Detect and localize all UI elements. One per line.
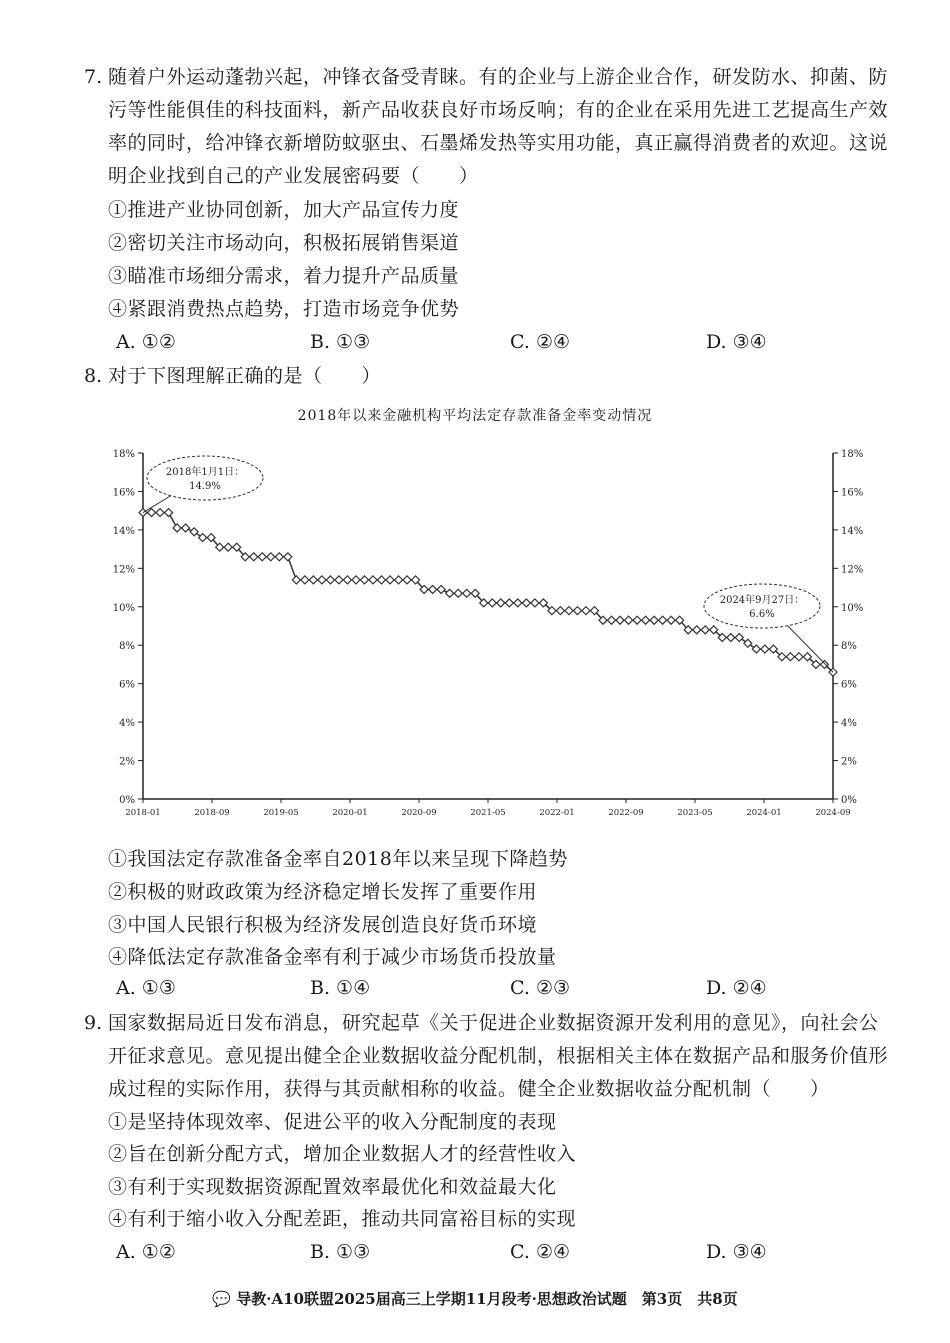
data-point	[250, 553, 258, 561]
statement-3: ③有利于实现数据资源配置效率最优化和效益最大化	[108, 1176, 557, 1198]
option-c[interactable]: C. ②④	[510, 1241, 571, 1263]
data-point	[446, 589, 454, 597]
data-point	[165, 509, 173, 517]
data-point	[514, 599, 522, 607]
option-d[interactable]: D. ②④	[706, 977, 767, 999]
data-point	[386, 576, 394, 584]
annotation-bubble	[704, 584, 820, 628]
x-tick-label: 2024-01	[746, 808, 782, 818]
x-tick-label: 2022-01	[539, 808, 575, 818]
data-point	[582, 607, 590, 615]
statement-4: ④紧跟消费热点趋势，打造市场竞争优势	[108, 298, 460, 320]
y-tick-label-right: 14%	[841, 525, 864, 537]
data-point	[642, 616, 650, 624]
y-tick-label-left: 8%	[119, 641, 135, 653]
data-point	[795, 653, 803, 661]
data-point	[701, 626, 709, 634]
option-b[interactable]: B. ①④	[310, 977, 371, 999]
data-point	[505, 599, 513, 607]
data-point	[650, 616, 658, 624]
x-tick-label: 2018-01	[125, 808, 161, 818]
data-point	[395, 576, 403, 584]
data-point	[309, 576, 317, 584]
data-point	[275, 553, 283, 561]
data-point	[199, 534, 207, 542]
question-stem-line: 明企业找到自己的产业发展密码要（ ）	[108, 165, 479, 187]
option-c[interactable]: C. ②④	[510, 331, 571, 353]
y-tick-label-left: 6%	[119, 679, 135, 691]
statement-2: ②密切关注市场动向，积极拓展销售渠道	[108, 232, 460, 254]
option-a[interactable]: A. ①②	[116, 1241, 176, 1263]
annotation-value: 6.6%	[749, 609, 775, 620]
data-point	[267, 553, 275, 561]
question-stem-line: 污等性能俱佳的科技面料，新产品收获良好市场反响；有的企业在采用先进工艺提高生产效	[108, 99, 889, 121]
y-tick-label-right: 0%	[841, 795, 857, 806]
chart-title: 2018年以来金融机构平均法定存款准备金率变动情况	[297, 408, 653, 424]
statement-3: ③中国人民银行积极为经济发展创造良好货币环境	[108, 914, 538, 936]
data-point	[352, 576, 360, 584]
data-point	[378, 576, 386, 584]
annotation-value: 14.9%	[189, 481, 221, 492]
statement-1: ①我国法定存款准备金率自2018年以来呈现下降趋势	[108, 848, 568, 870]
question-stem-line: 开征求意见。意见提出健全企业数据收益分配机制，根据相关主体在数据产品和服务价值形	[108, 1045, 889, 1067]
x-tick-label: 2022-09	[608, 808, 644, 818]
data-point	[573, 607, 581, 615]
option-c[interactable]: C. ②③	[510, 977, 571, 999]
option-d[interactable]: D. ③④	[706, 1241, 767, 1263]
annotation-label: 2018年1月1日：	[165, 467, 245, 478]
statement-2: ②积极的财政政策为经济稳定增长发挥了重要作用	[108, 881, 538, 903]
statement-1: ①推进产业协同创新，加大产品宣传力度	[108, 199, 460, 221]
y-tick-label-right: 6%	[841, 679, 857, 691]
data-point	[437, 585, 445, 593]
question-stem-line: 国家数据局近日发布消息，研究起草《关于促进企业数据资源开发利用的意见》，向社会公	[108, 1012, 879, 1034]
data-point	[148, 509, 156, 517]
data-point	[752, 645, 760, 653]
data-point	[454, 589, 462, 597]
y-tick-label-left: 10%	[112, 602, 135, 614]
data-point	[727, 634, 735, 642]
data-point	[224, 543, 232, 551]
data-point	[633, 616, 641, 624]
statement-2: ②旨在创新分配方式，增加企业数据人才的经营性收入	[108, 1143, 577, 1165]
reserve-ratio-chart	[95, 435, 885, 835]
option-a[interactable]: A. ①②	[116, 331, 176, 353]
option-a[interactable]: A. ①③	[116, 977, 176, 999]
annotation-bubble	[147, 456, 263, 500]
x-tick-label: 2018-09	[194, 808, 230, 818]
y-tick-label-left: 18%	[112, 449, 135, 460]
data-point	[318, 576, 326, 584]
data-point	[497, 599, 505, 607]
question-number: 9.	[84, 1012, 103, 1034]
y-tick-label-left: 0%	[119, 795, 135, 806]
y-tick-label-left: 2%	[119, 756, 135, 768]
brand-logo: 💬 导教	[212, 1290, 267, 1308]
statement-3: ③瞄准市场细分需求，着力提升产品质量	[108, 265, 460, 287]
y-tick-label-right: 4%	[841, 718, 857, 730]
data-point	[735, 634, 743, 642]
data-point	[522, 599, 530, 607]
data-point	[556, 607, 564, 615]
data-point	[173, 524, 181, 532]
data-point	[608, 616, 616, 624]
data-point	[531, 599, 539, 607]
y-tick-label-left: 12%	[112, 564, 135, 576]
footer-text: ·A10联盟2025届高三上学期11月段考·思想政治试题 第3页 共8页	[266, 1290, 738, 1308]
statement-4: ④有利于缩小收入分配差距，推动共同富裕目标的实现	[108, 1208, 577, 1230]
data-point	[292, 576, 300, 584]
data-point	[463, 589, 471, 597]
annotation-label: 2024年9月27日：	[719, 595, 805, 606]
question-stem-line: 成过程的实际作用，获得与其贡献相称的收益。健全企业数据收益分配机制（ ）	[108, 1078, 830, 1100]
y-tick-label-right: 18%	[841, 449, 864, 460]
data-point	[326, 576, 334, 584]
data-point	[284, 553, 292, 561]
question-stem-line: 随着户外运动蓬勃兴起，冲锋衣备受青睐。有的企业与上游企业合作，研发防水、抑菌、防	[108, 66, 889, 88]
question-number: 8.	[84, 365, 103, 387]
data-point	[403, 576, 411, 584]
data-point	[565, 607, 573, 615]
data-point	[667, 616, 675, 624]
y-tick-label-right: 8%	[841, 641, 857, 653]
question-stem-line: 率的同时，给冲锋衣新增防蚊驱虫、石墨烯发热等实用功能，真正赢得消费者的欢迎。这说	[108, 132, 889, 154]
data-point	[429, 585, 437, 593]
x-tick-label: 2024-09	[815, 808, 851, 818]
data-point	[301, 576, 309, 584]
data-point	[343, 576, 351, 584]
statement-1: ①是坚持体现效率、促进公平的收入分配制度的表现	[108, 1111, 557, 1133]
data-point	[369, 576, 377, 584]
y-tick-label-right: 12%	[841, 564, 864, 576]
y-tick-label-left: 4%	[119, 718, 135, 730]
data-point	[488, 599, 496, 607]
data-point	[693, 626, 701, 634]
data-point	[786, 653, 794, 661]
y-tick-label-right: 16%	[841, 487, 864, 499]
data-point	[761, 645, 769, 653]
annotation-leader	[782, 620, 833, 672]
question-stem-line: 对于下图理解正确的是（ ）	[108, 365, 382, 387]
data-point	[625, 616, 633, 624]
data-point	[156, 509, 164, 517]
statement-4: ④降低法定存款准备金率有利于减少市场货币投放量	[108, 946, 557, 968]
data-point	[360, 576, 368, 584]
question-number: 7.	[84, 66, 103, 88]
y-tick-label-right: 2%	[841, 756, 857, 768]
data-point	[182, 524, 190, 532]
y-tick-label-left: 14%	[112, 525, 135, 537]
option-d[interactable]: D. ③④	[706, 331, 767, 353]
x-tick-label: 2019-05	[263, 808, 299, 818]
y-tick-label-left: 16%	[112, 487, 135, 499]
data-point	[335, 576, 343, 584]
page-footer	[0, 1288, 950, 1309]
data-point	[616, 616, 624, 624]
option-b[interactable]: B. ①③	[310, 1241, 371, 1263]
y-tick-label-right: 10%	[841, 602, 864, 614]
data-point	[659, 616, 667, 624]
x-tick-label: 2020-09	[401, 808, 437, 818]
data-point	[258, 553, 266, 561]
x-tick-label: 2020-01	[332, 808, 368, 818]
x-tick-label: 2021-05	[470, 808, 506, 818]
x-tick-label: 2023-05	[677, 808, 713, 818]
option-b[interactable]: B. ①③	[310, 331, 371, 353]
